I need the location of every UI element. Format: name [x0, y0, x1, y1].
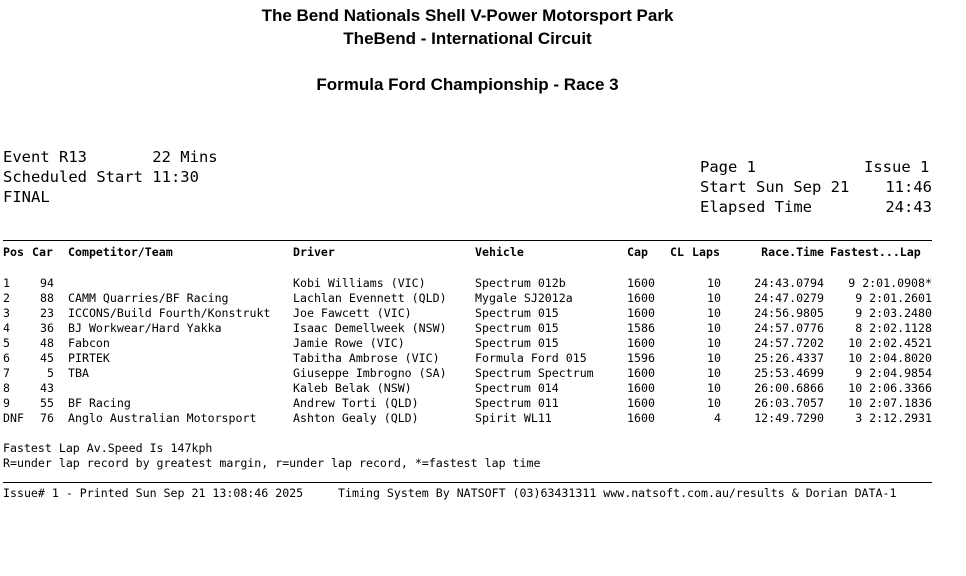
- cell-fastest: 10 2:07.1836: [848, 396, 932, 410]
- cell-fastest: 10 2:02.4521: [848, 336, 932, 350]
- cell-vehicle: Spectrum 015: [475, 306, 559, 320]
- cell-racetime: 25:53.4699: [754, 366, 824, 380]
- table-row: [0, 411, 966, 426]
- table-row: [0, 306, 966, 321]
- cell-racetime: 24:56.9805: [754, 306, 824, 320]
- cell-pos: DNF: [3, 411, 24, 425]
- cell-cap: 1600: [627, 291, 655, 305]
- cell-vehicle: Formula Ford 015: [475, 351, 587, 365]
- page-label: Page 1: [700, 158, 756, 176]
- cell-team: ICCONS/Build Fourth/Konstrukt: [68, 306, 271, 320]
- cell-team: BJ Workwear/Hard Yakka: [68, 321, 222, 335]
- cell-pos: 9: [3, 396, 10, 410]
- cell-driver: Lachlan Evennett (QLD): [293, 291, 447, 305]
- cell-car: 23: [40, 306, 54, 320]
- cell-vehicle: Spirit WL11: [475, 411, 552, 425]
- cell-vehicle: Spectrum 014: [475, 381, 559, 395]
- cell-cap: 1600: [627, 411, 655, 425]
- col-fastest: Fastest...Lap: [830, 245, 921, 259]
- cell-fastest: 9 2:03.2480: [855, 306, 932, 320]
- cell-car: 36: [40, 321, 54, 335]
- legend-note: R=under lap record by greatest margin, r=under lap record, *=fastest lap time: [3, 456, 541, 470]
- cell-pos: 4: [3, 321, 10, 335]
- cell-driver: Ashton Gealy (QLD): [293, 411, 419, 425]
- cell-vehicle: Mygale SJ2012a: [475, 291, 573, 305]
- cell-cap: 1600: [627, 276, 655, 290]
- cell-laps: 4: [714, 411, 721, 425]
- col-pos: Pos: [3, 245, 24, 259]
- cell-cap: 1600: [627, 396, 655, 410]
- cell-driver: Andrew Torti (QLD): [293, 396, 419, 410]
- cell-racetime: 25:26.4337: [754, 351, 824, 365]
- cell-driver: Jamie Rowe (VIC): [293, 336, 405, 350]
- cell-racetime: 26:00.6866: [754, 381, 824, 395]
- cell-laps: 10: [707, 306, 721, 320]
- event-title: The Bend Nationals Shell V-Power Motorsport Park: [261, 6, 674, 25]
- cell-racetime: 24:47.0279: [754, 291, 824, 305]
- cell-cap: 1600: [627, 336, 655, 350]
- scheduled-start: Scheduled Start 11:30: [3, 168, 199, 186]
- table-row: [0, 336, 966, 351]
- cell-car: 88: [40, 291, 54, 305]
- cell-cap: 1596: [627, 351, 655, 365]
- cell-fastest: 10 2:04.8020: [848, 351, 932, 365]
- cell-pos: 6: [3, 351, 10, 365]
- cell-racetime: 24:43.0794: [754, 276, 824, 290]
- cell-cap: 1600: [627, 381, 655, 395]
- cell-cap: 1586: [627, 321, 655, 335]
- cell-driver: Joe Fawcett (VIC): [293, 306, 412, 320]
- cell-car: 55: [40, 396, 54, 410]
- cell-laps: 10: [707, 351, 721, 365]
- cell-laps: 10: [707, 336, 721, 350]
- issue-label: Issue 1: [864, 158, 930, 176]
- cell-driver: Isaac Demellweek (NSW): [293, 321, 447, 335]
- col-cap: Cap: [627, 245, 648, 259]
- cell-laps: 10: [707, 381, 721, 395]
- cell-team: TBA: [68, 366, 89, 380]
- cell-pos: 7: [3, 366, 10, 380]
- circuit-title: TheBend - International Circuit: [343, 29, 592, 48]
- col-vehicle: Vehicle: [475, 245, 524, 259]
- cell-driver: Kobi Williams (VIC): [293, 276, 426, 290]
- cell-pos: 2: [3, 291, 10, 305]
- table-row: [0, 291, 966, 306]
- footer-text: Issue# 1 - Printed Sun Sep 21 13:08:46 2025 Timing System By NATSOFT (03)63431311 www.natsoft.com.au/results & Dorian DATA-1: [3, 486, 897, 500]
- cell-laps: 10: [707, 321, 721, 335]
- cell-laps: 10: [707, 276, 721, 290]
- cell-fastest: 9 2:04.9854: [855, 366, 932, 380]
- cell-fastest: 3 2:12.2931: [855, 411, 932, 425]
- cell-team: BF Racing: [68, 396, 131, 410]
- cell-car: 48: [40, 336, 54, 350]
- cell-racetime: 26:03.7057: [754, 396, 824, 410]
- event-line: Event R13 22 Mins: [3, 148, 218, 166]
- cell-vehicle: Spectrum Spectrum: [475, 366, 594, 380]
- cell-vehicle: Spectrum 012b: [475, 276, 566, 290]
- start-label: Start Sun Sep 21: [700, 178, 850, 196]
- fastest-speed-note: Fastest Lap Av.Speed Is 147kph: [3, 441, 213, 455]
- cell-racetime: 24:57.0776: [754, 321, 824, 335]
- col-car: Car: [32, 245, 53, 259]
- elapsed-label: Elapsed Time: [700, 198, 812, 216]
- divider-top: [3, 240, 932, 241]
- cell-vehicle: Spectrum 011: [475, 396, 559, 410]
- divider-bottom: [3, 482, 932, 483]
- col-racetime: Race.Time: [761, 245, 824, 259]
- cell-pos: 5: [3, 336, 10, 350]
- elapsed-value: 24:43: [885, 198, 932, 216]
- start-time: 11:46: [885, 178, 932, 196]
- cell-team: PIRTEK: [68, 351, 110, 365]
- table-row: [0, 276, 966, 291]
- cell-team: CAMM Quarries/BF Racing: [68, 291, 229, 305]
- table-row: [0, 366, 966, 381]
- col-team: Competitor/Team: [68, 245, 173, 259]
- cell-car: 5: [47, 366, 54, 380]
- cell-racetime: 24:57.7202: [754, 336, 824, 350]
- cell-vehicle: Spectrum 015: [475, 321, 559, 335]
- cell-fastest: 9 2:01.0908*: [848, 276, 932, 290]
- cell-driver: Kaleb Belak (NSW): [293, 381, 412, 395]
- table-row: [0, 381, 966, 396]
- cell-driver: Giuseppe Imbrogno (SA): [293, 366, 447, 380]
- cell-driver: Tabitha Ambrose (VIC): [293, 351, 440, 365]
- cell-laps: 10: [707, 366, 721, 380]
- col-laps: Laps: [692, 245, 720, 259]
- cell-pos: 1: [3, 276, 10, 290]
- table-header: [0, 245, 966, 260]
- cell-cap: 1600: [627, 366, 655, 380]
- cell-fastest: 8 2:02.1128: [855, 321, 932, 335]
- status-final: FINAL: [3, 188, 50, 206]
- cell-cap: 1600: [627, 306, 655, 320]
- col-driver: Driver: [293, 245, 335, 259]
- cell-team: Fabcon: [68, 336, 110, 350]
- cell-pos: 8: [3, 381, 10, 395]
- table-row: [0, 321, 966, 336]
- cell-fastest: 9 2:01.2601: [855, 291, 932, 305]
- cell-racetime: 12:49.7290: [754, 411, 824, 425]
- table-row: [0, 351, 966, 366]
- race-title: Formula Ford Championship - Race 3: [316, 75, 619, 94]
- cell-car: 45: [40, 351, 54, 365]
- cell-vehicle: Spectrum 015: [475, 336, 559, 350]
- cell-car: 94: [40, 276, 54, 290]
- table-row: [0, 396, 966, 411]
- cell-fastest: 10 2:06.3366: [848, 381, 932, 395]
- cell-laps: 10: [707, 396, 721, 410]
- cell-laps: 10: [707, 291, 721, 305]
- cell-pos: 3: [3, 306, 10, 320]
- cell-team: Anglo Australian Motorsport: [68, 411, 257, 425]
- cell-car: 76: [40, 411, 54, 425]
- col-cl: CL: [670, 245, 684, 259]
- cell-car: 43: [40, 381, 54, 395]
